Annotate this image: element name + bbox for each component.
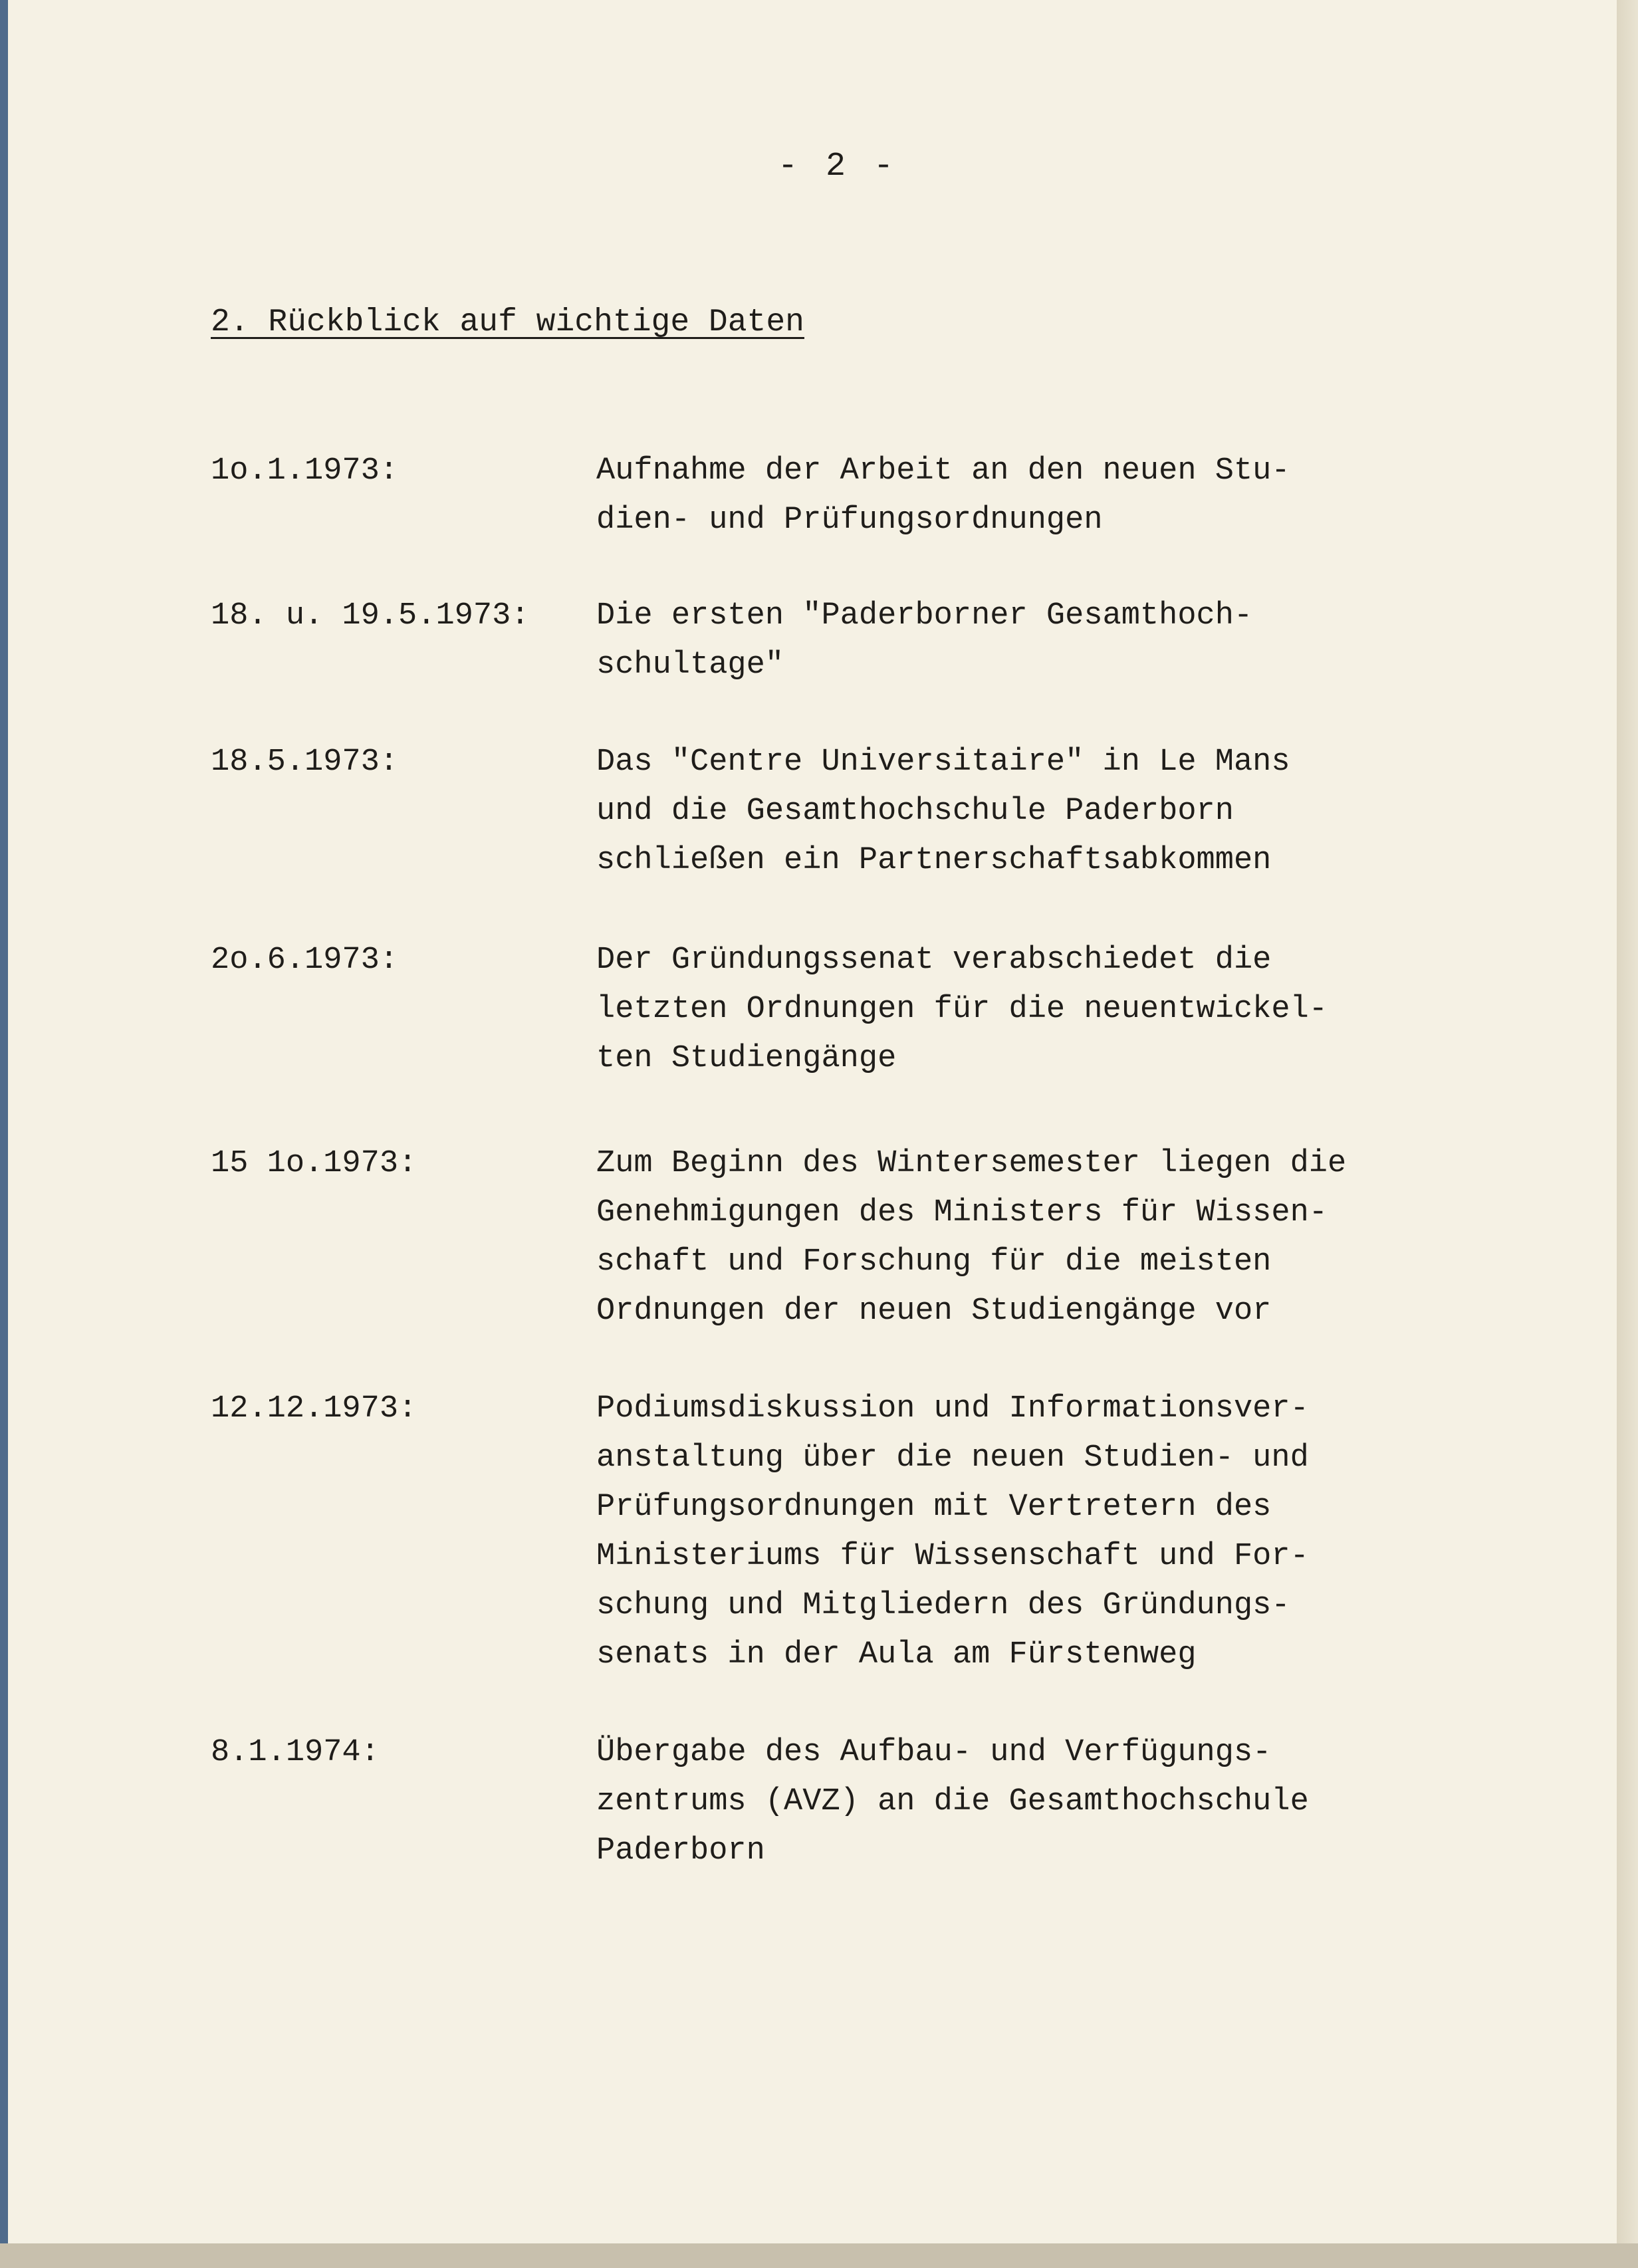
- entry-date: 18.5.1973:: [211, 744, 399, 780]
- entry-date: 1o.1.1973:: [211, 453, 399, 489]
- bottom-strip: [0, 2243, 1638, 2268]
- description-line: Das "Centre Universitaire" in Le Mans: [596, 744, 1290, 780]
- entry-description: [596, 936, 1638, 1083]
- entry-date: 12.12.1973:: [211, 1391, 417, 1426]
- description-line: Zum Beginn des Wintersemester liegen die: [596, 1146, 1347, 1181]
- entry-date: 2o.6.1973:: [211, 943, 399, 978]
- description-line: dien- und Prüfungsordnungen: [596, 503, 1103, 538]
- entry-date: 15 1o.1973:: [211, 1146, 417, 1181]
- description-line: ten Studiengänge: [596, 1041, 897, 1076]
- entry-description: [596, 1728, 1638, 1876]
- section-title: 2. Rückblick auf wichtige Daten: [211, 304, 804, 340]
- description-line: senats in der Aula am Fürstenweg: [596, 1637, 1197, 1672]
- entry-date: 8.1.1974:: [211, 1735, 380, 1770]
- entry-description: [596, 447, 1638, 545]
- description-line: letzten Ordnungen für die neuentwickel-: [596, 992, 1328, 1027]
- description-line: Ordnungen der neuen Studiengänge vor: [596, 1294, 1272, 1329]
- entry-description: [596, 1385, 1638, 1680]
- description-line: Übergabe des Aufbau- und Verfügungs-: [596, 1735, 1272, 1770]
- description-line: Genehmigungen des Ministers für Wissen-: [596, 1195, 1328, 1230]
- description-line: schung und Mitgliedern des Gründungs-: [596, 1588, 1290, 1623]
- description-line: Paderborn: [596, 1833, 765, 1869]
- description-line: anstaltung über die neuen Studien- und: [596, 1440, 1309, 1476]
- description-line: Podiumsdiskussion und Informationsver-: [596, 1391, 1309, 1426]
- description-line: schaft und Forschung für die meisten: [596, 1244, 1272, 1280]
- entry-description: [596, 592, 1638, 690]
- description-line: Der Gründungssenat verabschiedet die: [596, 943, 1272, 978]
- binding-strip: [0, 0, 8, 2268]
- description-line: schultage": [596, 647, 784, 683]
- description-line: zentrums (AVZ) an die Gesamthochschule: [596, 1784, 1309, 1819]
- description-line: Aufnahme der Arbeit an den neuen Stu-: [596, 453, 1290, 489]
- description-line: Die ersten "Paderborner Gesamthoch-: [596, 598, 1253, 633]
- description-line: und die Gesamthochschule Paderborn: [596, 794, 1234, 829]
- entry-description: [596, 1139, 1638, 1336]
- entry-date: 18. u. 19.5.1973:: [211, 598, 530, 633]
- description-line: schließen ein Partnerschaftsabkommen: [596, 843, 1272, 878]
- page-number: - 2 -: [778, 148, 898, 185]
- description-line: Prüfungsordnungen mit Vertretern des: [596, 1490, 1272, 1525]
- description-line: Ministeriums für Wissenschaft und For-: [596, 1539, 1309, 1574]
- entry-description: [596, 738, 1638, 885]
- page-edge: [1617, 0, 1638, 2268]
